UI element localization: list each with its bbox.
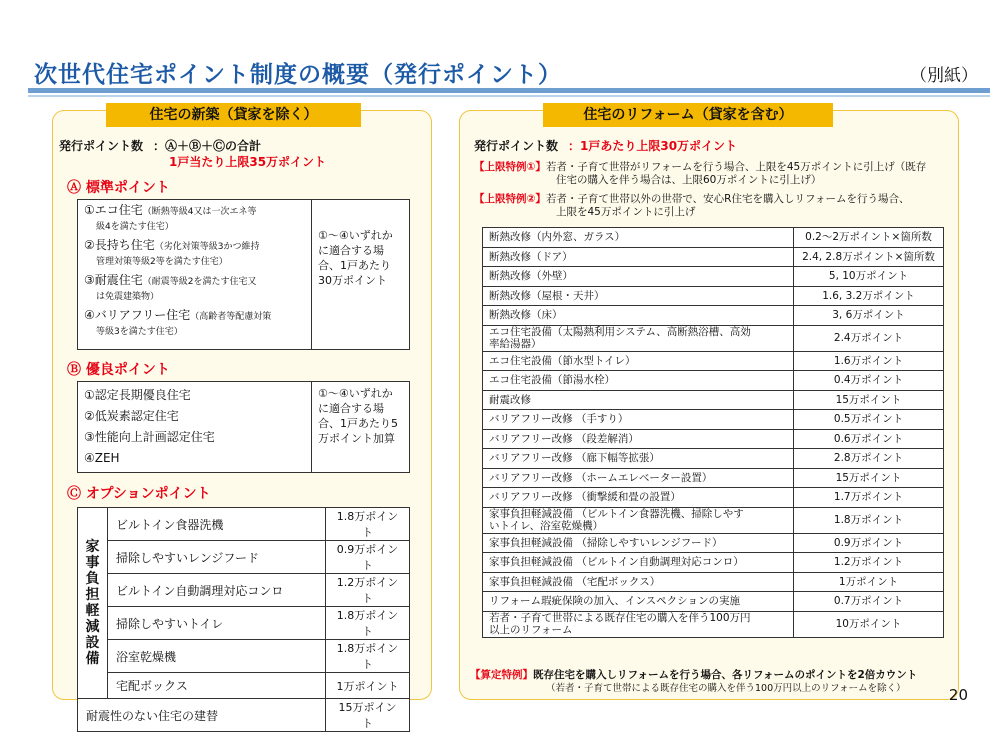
- row-points: 1.8万ポイント: [794, 507, 944, 533]
- section-b-items: [78, 382, 312, 473]
- table-row: 家事負担軽減設備 （宅配ボックス）: [483, 572, 794, 592]
- row-points: 1万ポイント: [326, 673, 410, 699]
- table-row: 若者・子育て世帯による既存住宅の購入を伴う100万円 以上のリフォーム: [483, 611, 794, 637]
- left-issue-cap: 1戸当たり上限35万ポイント: [169, 155, 327, 169]
- special-case-2: 【上限特例②】若者・子育て世帯以外の世帯で、安心R住宅を購入しリフォームを行う場合、 上限を45万ポイントに引上げ: [474, 193, 910, 218]
- row-points: 0.9万ポイント: [794, 533, 944, 553]
- row-points: 0.6万ポイント: [794, 429, 944, 449]
- row-points: 0.9万ポイント: [326, 541, 410, 574]
- section-a-table: [77, 199, 410, 350]
- reform-panel: [459, 107, 959, 700]
- table-row: 断熱改修（床）: [483, 306, 794, 326]
- section-c-title: Ⓒ オプションポイント: [67, 486, 211, 502]
- row-points: 0.5万ポイント: [794, 410, 944, 430]
- row-points: 1.8万ポイント: [326, 607, 410, 640]
- table-row: 断熱改修（内外窓、ガラス）: [483, 228, 794, 248]
- row-points: 1.2万ポイント: [326, 574, 410, 607]
- table-row: バリアフリー改修 （ホームエレベーター設置）: [483, 468, 794, 488]
- table-row: ビルトイン自動調理対応コンロ: [108, 574, 326, 607]
- table-row: 浴室乾燥機: [108, 640, 326, 673]
- row-points: 2.4万ポイント: [794, 325, 944, 351]
- row-points: 1.8万ポイント: [326, 508, 410, 541]
- table-row: 宅配ボックス: [108, 673, 326, 699]
- row-points: 1.2万ポイント: [794, 553, 944, 573]
- row-points: 0.4万ポイント: [794, 371, 944, 391]
- table-row: エコ住宅設備（太陽熱利用システム、高断熱浴槽、高効 率給湯器）: [483, 325, 794, 351]
- table-row: 家事負担軽減設備 （ビルトイン自動調理対応コンロ）: [483, 553, 794, 573]
- row-points: 2.4, 2.8万ポイント×箇所数: [794, 247, 944, 267]
- section-a-item: ③耐震住宅（耐震等級2を満たす住宅又 は免震建築物）: [84, 273, 257, 302]
- table-row: バリアフリー改修 （廊下幅等拡張）: [483, 449, 794, 469]
- rebuild-row: 耐震性のない住宅の建替: [78, 699, 326, 732]
- row-points: 0.2～2万ポイント×箇所数: [794, 228, 944, 248]
- row-points: 1.7万ポイント: [794, 488, 944, 508]
- section-a-item: ①エコ住宅（断熱等級4又は一次エネ等 級4を満たす住宅）: [84, 203, 257, 232]
- section-b-note: ①～④いずれかに適合する場合、1戸あたり5万ポイント加算: [312, 382, 410, 473]
- title-rule-light: [28, 95, 990, 97]
- section-a-note: ①～④いずれかに適合する場合、1戸あたり30万ポイント: [312, 200, 410, 350]
- new-construction-header: 住宅の新築（貸家を除く）: [106, 103, 361, 127]
- section-b-item: ③性能向上計画認定住宅: [84, 430, 215, 444]
- reform-header: 住宅のリフォーム（貸家を含む）: [543, 103, 833, 127]
- page-title: 次世代住宅ポイント制度の概要（発行ポイント）: [34, 62, 562, 88]
- section-a-item: ④バリアフリー住宅（高齢者等配慮対策 等級3を満たす住宅）: [84, 308, 272, 337]
- new-construction-panel: [52, 107, 432, 730]
- table-row: 断熱改修（ドア）: [483, 247, 794, 267]
- table-row: リフォーム瑕疵保険の加入、インスペクションの実施: [483, 592, 794, 612]
- table-row: エコ住宅設備（節水型トイレ）: [483, 351, 794, 371]
- section-b-item: ④ZEH: [84, 451, 120, 465]
- title-note: （別紙）: [910, 66, 978, 86]
- table-row: 家事負担軽減設備 （ビルトイン食器洗機、掃除しやす いトイレ、浴室乾燥機）: [483, 507, 794, 533]
- table-row: エコ住宅設備（節湯水栓）: [483, 371, 794, 391]
- row-points: 2.8万ポイント: [794, 449, 944, 469]
- table-row: 耐震改修: [483, 390, 794, 410]
- section-a-title: Ⓐ 標準ポイント: [67, 180, 170, 196]
- table-row: ビルトイン食器洗機: [108, 508, 326, 541]
- page-number: 20: [948, 686, 968, 704]
- section-b-title: Ⓑ 優良ポイント: [67, 362, 170, 378]
- section-a-items: [78, 200, 312, 350]
- table-row: 断熱改修（外壁）: [483, 267, 794, 287]
- rebuild-points: 15万ポイント: [326, 699, 410, 732]
- section-c-group-label: 家 事 負 担 軽 減 設 備: [78, 508, 108, 699]
- special-case-1: 【上限特例①】若者・子育て世帯がリフォームを行う場合、上限を45万ポイントに引上げ（既存 住宅の購入を伴う場合は、上限60万ポイントに引上げ）: [474, 161, 927, 186]
- row-points: 15万ポイント: [794, 390, 944, 410]
- reform-points-table: [482, 227, 944, 638]
- calc-special-note: 【算定特例】既存住宅を購入しリフォームを行う場合、各リフォームのポイントを2倍カウント （若者・子育て世帯による既存住宅の購入を伴う100万円以上のリフォームを除く）: [470, 669, 918, 694]
- section-b-table: [77, 381, 410, 473]
- row-points: 5, 10万ポイント: [794, 267, 944, 287]
- row-points: 15万ポイント: [794, 468, 944, 488]
- table-row: 掃除しやすいレンジフード: [108, 541, 326, 574]
- table-row: 掃除しやすいトイレ: [108, 607, 326, 640]
- left-issue-label: 発行ポイント数: [59, 139, 144, 153]
- row-points: 1.8万ポイント: [326, 640, 410, 673]
- table-row: バリアフリー改修 （衝撃緩和畳の設置）: [483, 488, 794, 508]
- table-row: バリアフリー改修 （段差解消）: [483, 429, 794, 449]
- section-a-item: ②長持ち住宅（劣化対策等級3かつ維持 管理対策等級2等を満たす住宅）: [84, 238, 260, 267]
- section-c-table: [77, 507, 410, 732]
- row-points: 0.7万ポイント: [794, 592, 944, 612]
- row-points: 1万ポイント: [794, 572, 944, 592]
- table-row: 家事負担軽減設備 （掃除しやすいレンジフード）: [483, 533, 794, 553]
- table-row: バリアフリー改修 （手すり）: [483, 410, 794, 430]
- right-issue-cap: ：1戸あたり上限30万ポイント: [568, 139, 738, 153]
- table-row: 断熱改修（屋根・天井）: [483, 286, 794, 306]
- right-issue-label: 発行ポイント数: [474, 139, 559, 153]
- section-b-item: ①認定長期優良住宅: [84, 388, 191, 402]
- row-points: 10万ポイント: [794, 611, 944, 637]
- row-points: 3, 6万ポイント: [794, 306, 944, 326]
- section-b-item: ②低炭素認定住宅: [84, 409, 179, 423]
- row-points: 1.6, 3.2万ポイント: [794, 286, 944, 306]
- row-points: 1.6万ポイント: [794, 351, 944, 371]
- title-rule: [28, 88, 990, 93]
- left-issue-formula: ：Ⓐ＋Ⓑ＋Ⓒの合計: [153, 139, 262, 153]
